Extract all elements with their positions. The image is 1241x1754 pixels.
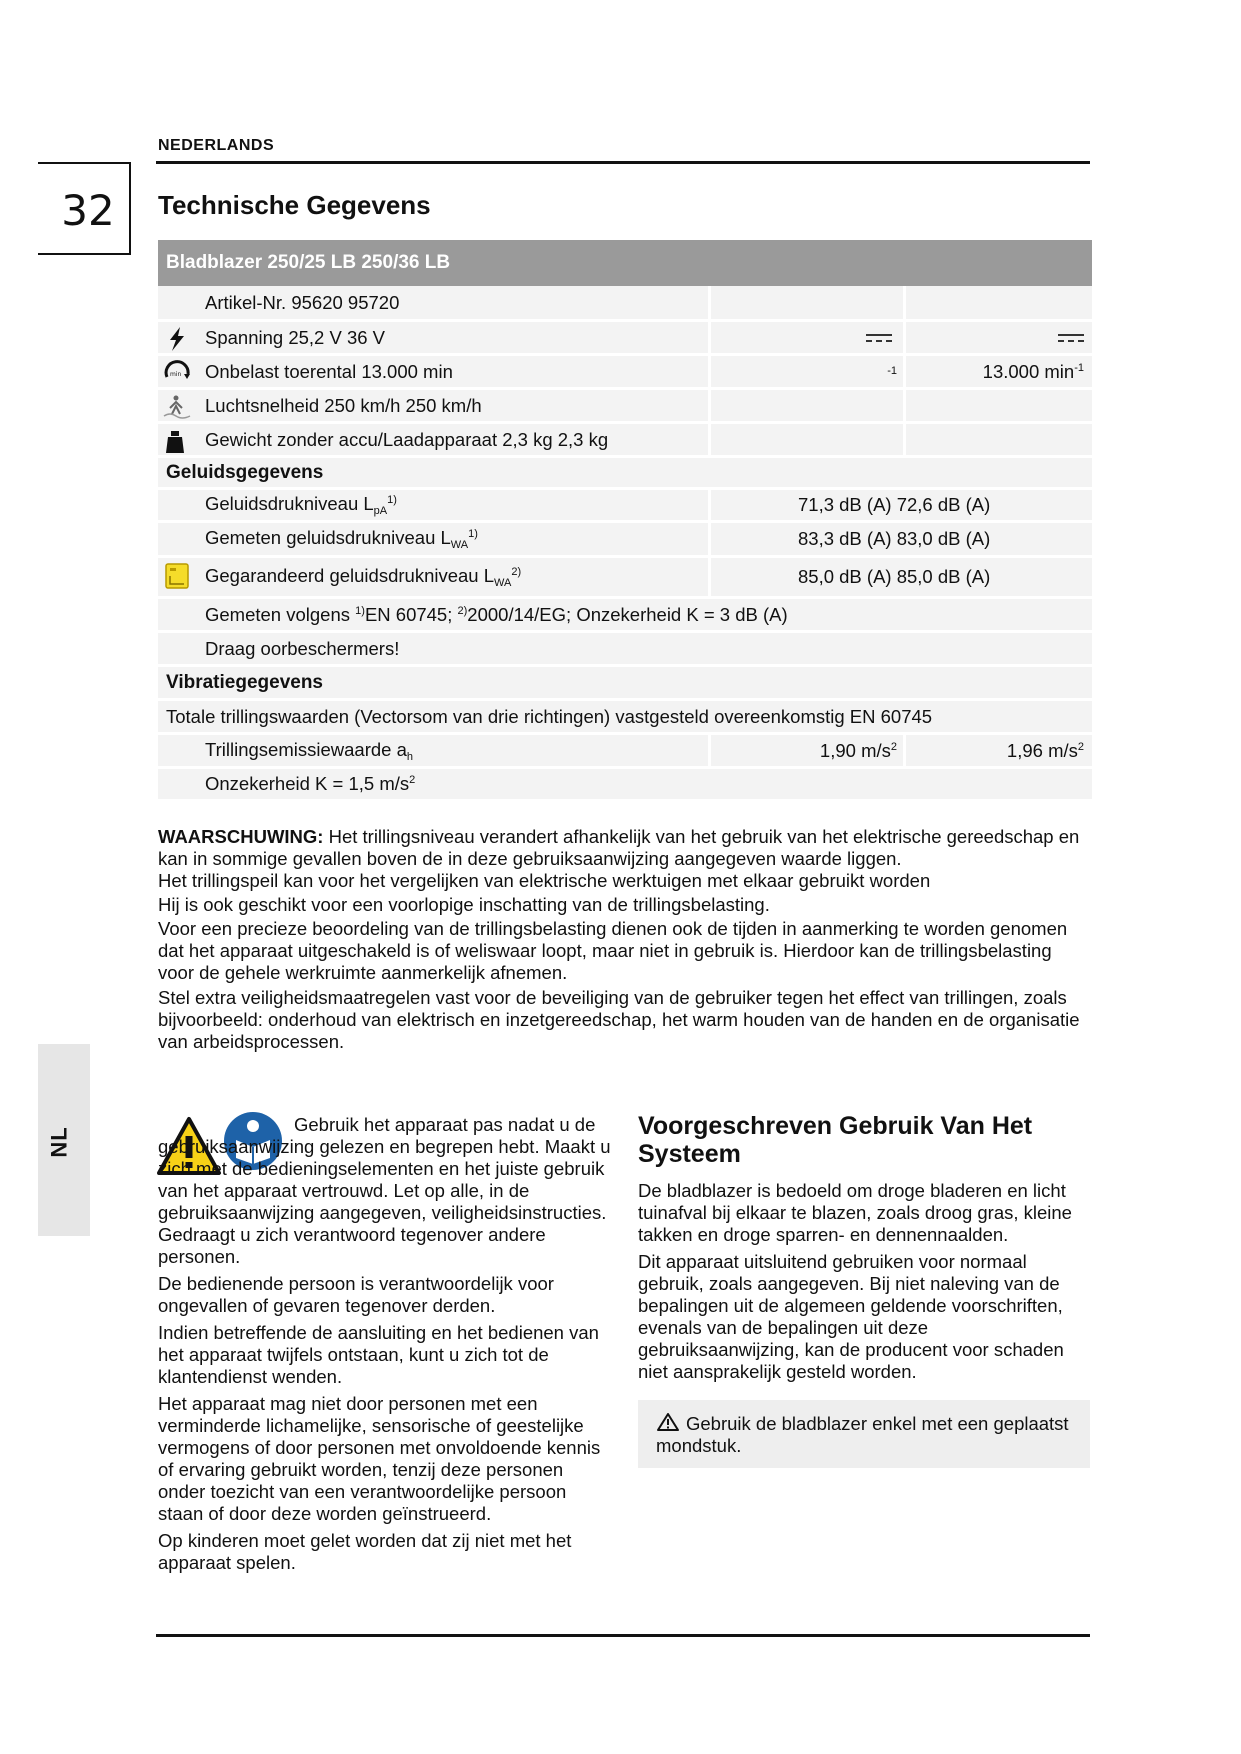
glwa-label: Gegarandeerd geluidsdrukniveau $L_{WA}^{2)}$ xyxy=(205,565,522,589)
luchtsnelheid-label: Luchtsnelheid 250 km/h 250 km/h xyxy=(205,394,482,416)
left-p3: Indien betreffende de aansluiting en het bedienen van het apparaat twijfels ontstaan, kunt u zich tot de klantendienst wenden. xyxy=(158,1322,599,1387)
right-p2: Dit apparaat uitsluitend gebruiken voor normaal gebruik, zoals aangegeven. Bij niet naleving van de bepalingen uit de algemeen geldende voorschriften, evenals van de bepalingen uit deze gebruiksaanwijzing, kan de producent voor schaden niet aansprakelijk gesteld worden. xyxy=(638,1251,1064,1382)
note-box xyxy=(638,1400,1090,1468)
table-row xyxy=(158,322,1092,356)
gewicht-label: Gewicht zonder accu/Laadapparaat 2,3 kg 2,3 kg xyxy=(205,428,609,450)
lpa-label: Geluidsdrukniveau $L_{pA}^{1)}$ xyxy=(205,493,397,517)
note-text: Gebruik de bladblazer enkel met een geplaatst mondstuk. xyxy=(656,1413,1069,1456)
section-title: Technische Gegevens xyxy=(158,190,431,220)
onbelast-label: Onbelast toerental 13.000 min xyxy=(205,360,453,382)
table-row xyxy=(158,523,1092,558)
table-row xyxy=(158,735,1092,769)
page-number: 32 xyxy=(61,186,115,235)
table-row xyxy=(158,769,1092,802)
left-p2: De bedienende persoon is verantwoordelijk voor ongevallen of gevaren tegenover derden. xyxy=(158,1273,554,1316)
spanning-label: Spanning 25,2 V 36 V xyxy=(205,326,386,348)
left-p1: Gebruik het apparaat pas nadat u de gebruiksaanwijzing gelezen en begrepen hebt. Maakt u zich met de bedieningselementen en het juiste gebruik van het apparaat vertrouwd. Let op alle, in de gebruiksaanwijzing aangegeven, veiligheidsinstructies. Gedraagt u zich verantwoord tegenover andere personen. xyxy=(158,1114,611,1267)
warning-p3: Hij is ook geschikt voor een voorlopige inschatting van de trillingsbelasting. xyxy=(158,894,770,915)
lightning-icon xyxy=(162,326,192,352)
table-row xyxy=(158,633,1092,667)
right-column xyxy=(638,1180,1090,1383)
left-p4: Het apparaat mag niet door personen met een verminderde lichamelijke, sensorische of geestelijke vermogens of door personen met onvoldoende kennis of ervaring gebruikt worden, tenzij deze personen onder toezicht van een verantwoordelijke persoon staan of door deze worden geïnstrueerd. xyxy=(158,1393,601,1524)
warning-block xyxy=(158,826,1092,1053)
onzekerheid-label: Onzekerheid K = 1,5 $m/s^2$ xyxy=(205,773,416,794)
warning-p5: Stel extra veiligheidsmaatregelen vast voor de beveiliging van de gebruiker tegen het effect van trillingen, zoals bijvoorbeeld: onderhoud van elektrisch en inzetgereedschap, het warm houden van de handen en de organisatie van arbeidsprocessen. xyxy=(158,987,1080,1052)
table-row xyxy=(158,390,1092,424)
table-row xyxy=(158,424,1092,458)
trilling-value-2: 1,96 $m/s^2$ xyxy=(1006,739,1084,761)
draag-label: Draag oorbeschermers! xyxy=(205,637,400,659)
warning-p2: Het trillingspeil kan voor het vergelijken van elektrische werktuigen met elkaar gebruikt worden xyxy=(158,870,931,891)
language-side-tab xyxy=(38,1044,90,1236)
lwa-value: 83,3 dB (A) 83,0 dB (A) xyxy=(798,528,991,549)
onbelast-exponent: -1 xyxy=(887,365,897,377)
table-section-row xyxy=(158,458,1092,490)
table-row xyxy=(158,701,1092,735)
artikel-label: Artikel-Nr. 95620 95720 xyxy=(205,291,400,313)
right-p1: De bladblazer is bedoeld om droge bladeren en licht tuinafval bij elkaar te blazen, zoals droog gras, kleine takken en droge sparren- en dennennaalden. xyxy=(638,1180,1072,1245)
table-section-row xyxy=(158,667,1092,701)
rpm-icon xyxy=(162,360,192,386)
table-row xyxy=(158,286,1092,322)
usage-title: Voorgeschreven Gebruik Van Het Systeem xyxy=(638,1112,1033,1168)
table-row xyxy=(158,490,1092,523)
dc-symbol-icon xyxy=(866,327,892,349)
geluid-section-label: Geluidsgegevens xyxy=(166,461,324,483)
vibratie-section-label: Vibratiegegevens xyxy=(166,671,324,693)
glwa-value: 85,0 dB (A) 85,0 dB (A) xyxy=(798,566,991,587)
caution-icon xyxy=(656,1412,680,1432)
language-header: NEDERLANDS xyxy=(158,137,275,154)
side-tab-label: NL xyxy=(46,1126,72,1158)
tech-table xyxy=(158,240,1092,802)
noise-level-icon xyxy=(162,563,192,589)
onbelast-value: 13.000 $\min^{-1}$ xyxy=(982,360,1084,382)
table-header: Bladblazer 250/25 LB 250/36 LB xyxy=(158,240,1092,286)
warning-p4: Voor een precieze beoordeling van de trillingsbelasting dienen ook de tijden in aanmerking te worden genomen dat het apparaat uitgeschakeld is of weliswaar loopt, maar niet in gebruik is. Hierdoor kan de trillingsbelasting voor de gehele werkruimte aanmerkelijk afnemen. xyxy=(158,918,1068,983)
air-speed-icon xyxy=(162,394,192,420)
dc-symbol-icon xyxy=(1058,327,1084,349)
left-p5: Op kinderen moet gelet worden dat zij niet met het apparaat spelen. xyxy=(158,1530,572,1573)
totale-label: Totale trillingswaarden (Vectorsom van drie richtingen) vastgesteld overeenkomstig EN 60745 xyxy=(166,705,933,727)
svg-text:min: min xyxy=(170,371,182,378)
table-row xyxy=(158,558,1092,599)
left-column xyxy=(158,1114,613,1574)
footer-rule xyxy=(156,1634,1090,1637)
trilling-value-1: 1,90 $m/s^2$ xyxy=(819,739,897,761)
warning-p1: WAARSCHUWING: Het trillingsniveau verandert afhankelijk van het gebruik van het elektrische gereedschap en kan in sommige gevallen boven de in deze gebruiksaanwijzing aangegeven waarde liggen. xyxy=(158,826,1080,869)
trilling-label: Trillingsemissiewaarde $a_h$ xyxy=(205,738,413,763)
table-row xyxy=(158,356,1092,390)
header-rule xyxy=(156,161,1090,164)
lpa-value: 71,3 dB (A) 72,6 dB (A) xyxy=(798,494,991,515)
table-row xyxy=(158,599,1092,633)
weight-icon xyxy=(162,428,192,454)
lwa-label: Gemeten geluidsdrukniveau $L_{WA}^{1)}$ xyxy=(205,527,478,551)
gemeten-volgens-label: Gemeten volgens $^{1)}$EN 60745; $^{2)}$2000/14/EG; Onzekerheid K = 3 dB (A) xyxy=(205,603,788,625)
